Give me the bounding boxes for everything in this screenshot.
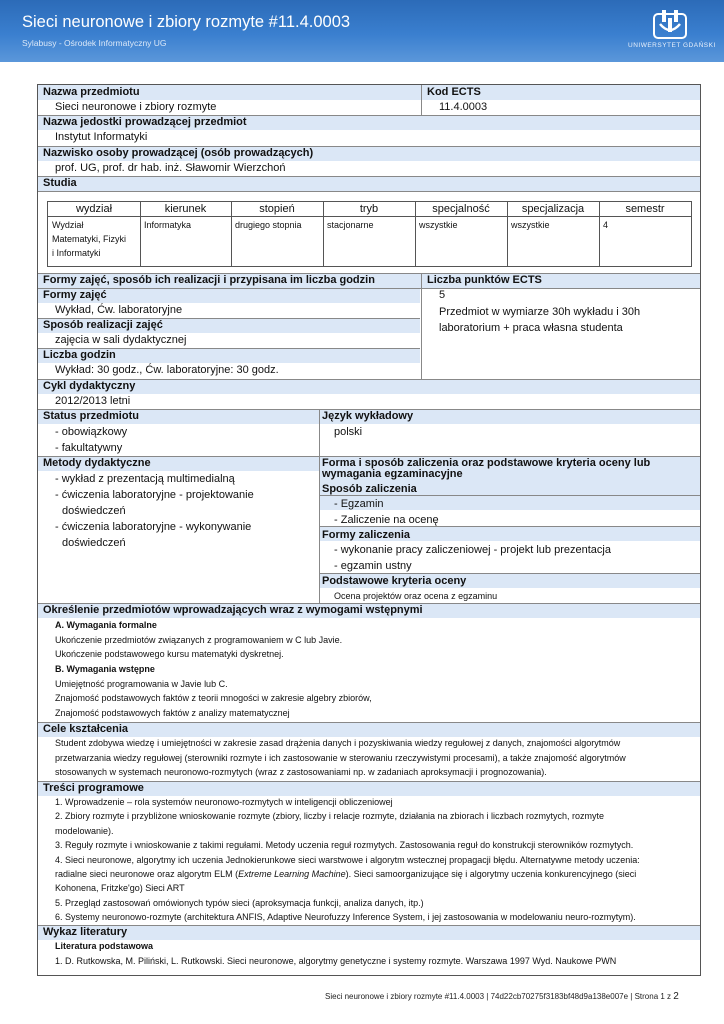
course-name-label: Nazwa przedmiotu [43,86,140,98]
university-logo-icon [650,8,690,40]
status-item: - fakultatywny [55,442,123,454]
method-value: zajęcia w sali dydaktycznej [55,334,187,346]
assessment-mode-item: - Zaliczenie na ocenę [334,514,439,526]
assessment-mode-item: - Egzamin [334,498,384,510]
program-line: modelowanie). [55,826,114,836]
studies-header-mode: tryb [359,203,379,215]
program-line: 3. Reguły rozmyte i wnioskowanie z takimi regułami. Metody uczenia reguł rozmytych. Zastosowania reguł do konstrukcji sterowników rozmytych. [55,840,634,850]
hours-value: Wykład: 30 godz., Ćw. laboratoryjne: 30 godz. [55,364,279,376]
studies-specialization: wszystkie [511,220,550,230]
assessment-form-label: Formy zaliczenia [322,529,411,541]
formal-requirement: Ukończenie przedmiotów związanych z programowaniem w C lub Javie. [55,635,343,645]
assessment-form-item: - egzamin ustny [334,560,412,572]
methods-label: Metody dydaktyczne [43,457,151,469]
literature-label: Wykaz literatury [43,926,128,938]
literature-item: 1. D. Rutkowska, M. Piliński, L. Rutkowski. Sieci neuronowe, algorytmy genetyczne i systemy rozmyte. Warszawa 1997 Wyd. Naukowe PWN [55,956,617,966]
studies-label: Studia [43,177,77,189]
program-line: 5. Przegląd zastosowań omówionych typów sieci (aproksymacja funkcji, analiza danych, itp.) [55,898,424,908]
prerequisites-label: Określenie przedmiotów wprowadzających wraz z wymogami wstępnymi [43,604,423,616]
formal-requirement: Ukończenie podstawowego kursu matematyki dyskretnej. [55,649,284,659]
formal-requirements-label: A. Wymagania formalne [55,620,157,630]
assessment-label-line: Forma i sposób zaliczenia oraz podstawowe kryteria oceny lub [322,457,651,469]
program-line: 2. Zbiory rozmyte i przybliżone wnioskowanie rozmyte (zbiory, liczby i relacje rozmyte, działania na zbiorach i liczbach rozmytych, rozmyte [55,811,605,821]
methods-line: - ćwiczenia laboratoryjne - wykonywanie [55,521,252,533]
prereq-item: Znajomość podstawowych faktów z analizy matematycznej [55,708,290,718]
studies-header-specialty: specjalność [432,203,490,215]
program-line: Kohonena, Fritzke'go) Sieci ART [55,883,185,893]
status-label: Status przedmiotu [43,410,139,422]
ects-note-line: Przedmiot w wymiarze 30h wykładu i 30h [439,306,641,318]
studies-degree: drugiego stopnia [235,220,302,230]
ects-code-label: Kod ECTS [427,86,481,98]
studies-faculty-line: Matematyki, Fizyki [52,234,127,244]
page-title: Sieci neuronowe i zbiory rozmyte #11.4.0003 [22,13,351,31]
studies-mode: stacjonarne [327,220,374,230]
method-label: Sposób realizacji zajęć [43,319,163,331]
hours-label: Liczba godzin [43,349,116,361]
forms-section-label: Formy zajęć, sposób ich realizacji i przypisana im liczba godzin [43,274,375,286]
assessment-mode-label: Sposób zaliczenia [322,483,417,495]
lecturer-label: Nazwisko osoby prowadzącej (osób prowadzących) [43,147,314,159]
ects-points-label: Liczba punktów ECTS [427,274,542,286]
studies-semester: 4 [603,220,609,230]
language-label: Język wykładowy [322,410,414,422]
goals-line: Student zdobywa wiedzę i umiejętności w zakresie zasad drążenia danych i pozyskiwania wiedzy regułowej z danych, znajomości algorytmów [55,738,621,748]
page-footer [325,991,679,1002]
university-name: UNIWERSYTET GDAŃSKI [628,42,716,49]
methods-line: - ćwiczenia laboratoryjne - projektowanie [55,489,254,501]
program-line: 6. Systemy neuronowo-rozmyte (architektura ANFIS, Adaptive Neurofuzzy Inference System, i jej zastosowania w modelowaniu neuro-rozmytym). [55,912,636,922]
syllabus-table [37,84,701,976]
forms-value: Wykład, Ćw. laboratoryjne [55,304,183,316]
assessment-label-line: wymagania egzaminacyjne [322,468,463,480]
prereq-label: B. Wymagania wstępne [55,664,155,674]
ects-note-line: laboratorium + praca własna studenta [439,322,623,334]
status-item: - obowiązkowy [55,426,128,438]
program-label: Treści programowe [43,782,144,794]
studies-header-specialization: specjalizacja [521,203,585,215]
cycle-value: 2012/2013 letni [55,395,131,407]
goals-line: stosowanych w systemach neuronowo-rozmytych (wraz z zastosowaniami np. w zadaniach aproksymacji i prognozowania). [55,767,547,777]
studies-faculty-line: i Informatyki [52,248,101,258]
page-banner [0,0,724,62]
studies-header-degree: stopień [259,203,295,215]
goals-label: Cele kształcenia [43,723,128,735]
forms-label: Formy zajęć [43,289,107,301]
methods-line: doświedczeń [62,537,126,549]
studies-field: Informatyka [144,220,192,230]
unit-value: Instytut Informatyki [55,131,148,143]
footer-page-total: 2 [673,991,679,1002]
page-subtitle: Sylabusy - Ośrodek Informatyczny UG [22,38,167,48]
studies-header-semester: semestr [625,203,665,215]
goals-line: przetwarzania wiedzy regułowej (sterowniki rozmyte i ich zastosowanie w sterowaniu rzeczywistymi procesami), a także znajomość algorytmów [55,753,626,763]
course-name: Sieci neuronowe i zbiory rozmyte [55,101,217,113]
footer-text: Sieci neuronowe i zbiory rozmyte #11.4.0003 | 74d22cb70275f3183bf48d9a138e007e | Strona 1 z [325,992,674,1001]
program-line: 1. Wprowadzenie – rola systemów neuronowo-rozmytych w inteligencji obliczeniowej [55,797,393,807]
studies-table [47,201,692,267]
ects-code: 11.4.0003 [439,101,488,113]
prereq-item: Znajomość podstawowych faktów z teorii mnogości w zakresie algebry zbiorów, [55,693,372,703]
studies-faculty-line: Wydział [52,220,84,230]
unit-label: Nazwa jedostki prowadzącej przedmiot [43,116,247,128]
ects-points: 5 [439,289,446,301]
language-value: polski [334,426,363,438]
cycle-label: Cykl dydaktyczny [43,380,136,392]
methods-line: doświedczeń [62,505,126,517]
criteria-value: Ocena projektów oraz ocena z egzaminu [334,591,498,601]
assessment-form-item: - wykonanie pracy zaliczeniowej - projekt lub prezentacja [334,544,611,556]
program-line: radialne sieci neuronowe oraz algorytm ELM (Extreme Learning Machine). Sieci samoorganizujące się i algorytmy uczenia konkurencyjnego (sieci [55,869,637,879]
methods-line: - wykład z prezentacją multimedialną [55,473,235,485]
literature-sub-label: Literatura podstawowa [55,941,154,951]
program-line: 4. Sieci neuronowe, algorytmy ich uczenia Jednokierunkowe sieci warstwowe i algorytm wstecznej propagacji błędu. Alternatywne metody uczenia: [55,855,640,865]
prereq-item: Umiejętność programowania w Javie lub C. [55,679,228,689]
studies-specialty: wszystkie [419,220,458,230]
lecturer-value: prof. UG, prof. dr hab. inż. Sławomir Wierzchoń [55,162,286,174]
studies-header-faculty: wydział [75,203,113,215]
criteria-label: Podstawowe kryteria oceny [322,575,467,587]
studies-header-field: kierunek [164,203,207,215]
